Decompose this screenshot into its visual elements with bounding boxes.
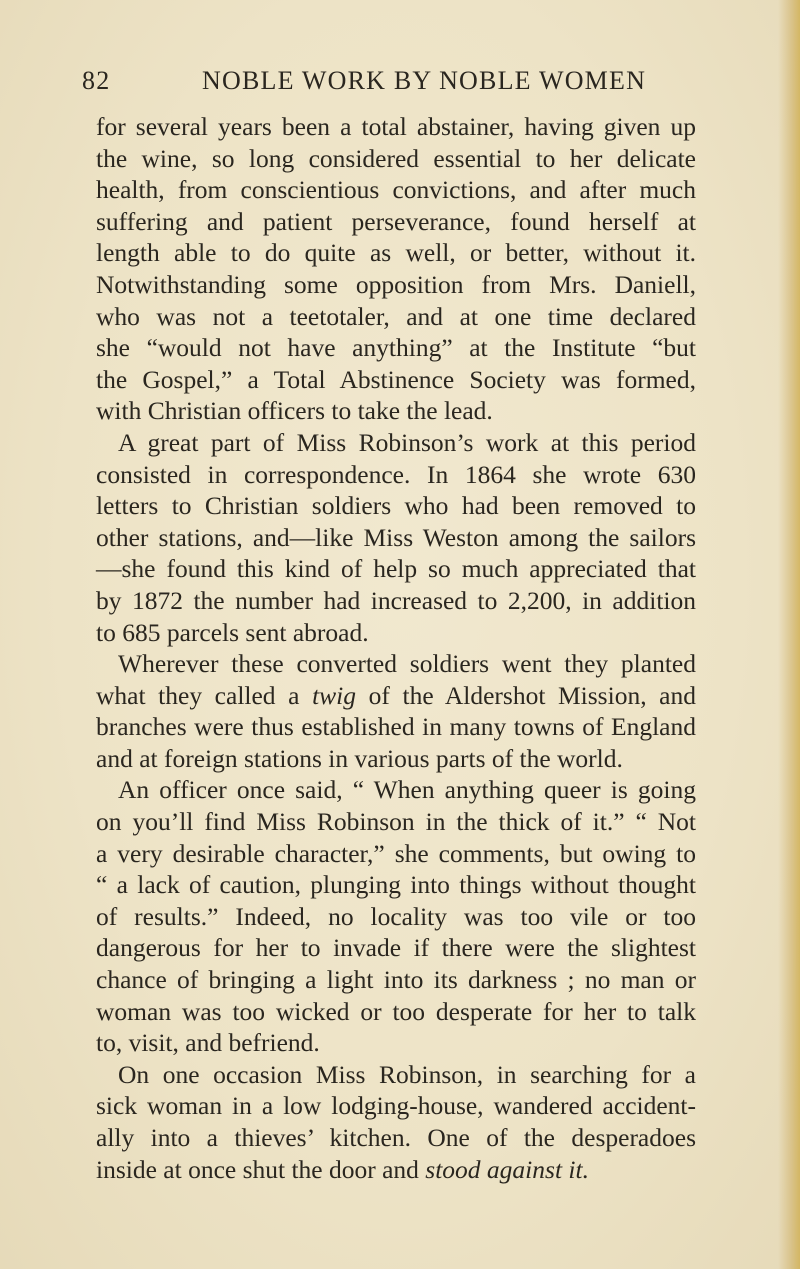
text-line: a very desirable character,” she comments, but owing to (96, 838, 696, 868)
text-line: to 685 parcels sent abroad. (96, 617, 369, 647)
text-line: —she found this kind of help so much appreciated that (96, 554, 696, 584)
text-run: inside at once shut the door and (96, 1154, 426, 1184)
text-line: for several years been a total abstainer, having given up (96, 112, 696, 141)
text-line: with Christian officers to take the lead. (96, 396, 493, 426)
page-edge-stain (778, 0, 800, 1269)
text-line: who was not a teetotaler, and at one time declared (96, 301, 696, 331)
page-number: 82 (82, 66, 111, 95)
page-header (82, 66, 696, 100)
italic-run: stood against it. (425, 1154, 589, 1184)
text-line: of results.” Indeed, no locality was too vile or too (96, 901, 696, 931)
text-line: sick woman in a low lodging-house, wandered accident- (96, 1091, 696, 1121)
text-line-with-italic (96, 1154, 696, 1186)
text-line: An officer once said, “ When anything queer is going (118, 775, 696, 805)
text-line: other stations, and—like Miss Weston among the sailors (96, 522, 696, 552)
running-head: NOBLE WORK BY NOBLE WOMEN (202, 66, 647, 95)
text-line: woman was too wicked or too desperate for her to talk (96, 996, 696, 1026)
text-line: Wherever these converted soldiers went they planted (118, 649, 696, 679)
text-line: “ a lack of caution, plunging into things without thought (96, 870, 696, 900)
text-run: what they called a (96, 680, 313, 710)
text-line: letters to Christian soldiers who had been removed to (96, 491, 696, 521)
italic-run: twig (312, 680, 357, 710)
text-line: the wine, so long considered essential to her delicate (96, 143, 696, 173)
text-line: to, visit, and befriend. (96, 1028, 320, 1058)
text-line: Notwithstanding some opposition from Mrs. Daniell, (96, 269, 696, 299)
text-line: she “would not have anything” at the Institute “but (96, 333, 696, 363)
text-line: suffering and patient perseverance, found herself at (96, 206, 696, 236)
text-line: On one occasion Miss Robinson, in searching for a (118, 1059, 696, 1089)
text-line: by 1872 the number had increased to 2,200, in addition (96, 585, 696, 615)
text-line: consisted in correspondence. In 1864 she wrote 630 (96, 459, 696, 489)
body-text (96, 111, 696, 1185)
text-line: A great part of Miss Robinson’s work at this period (118, 427, 696, 457)
text-run: of the Aldershot Mission, and (356, 680, 696, 710)
text-line: health, from conscientious convictions, and after much (96, 175, 696, 205)
text-line: dangerous for her to invade if there were the slightest (96, 933, 696, 963)
text-line: chance of bringing a light into its darkness ; no man or (96, 965, 696, 995)
text-line: ally into a thieves’ kitchen. One of the desperadoes (96, 1123, 696, 1152)
text-line: branches were thus established in many towns of England (96, 712, 696, 742)
text-line: and at foreign stations in various parts of the world. (96, 743, 623, 773)
text-line: on you’ll find Miss Robinson in the thick of it.” “ Not (96, 807, 696, 837)
text-line: length able to do quite as well, or better, without it. (96, 238, 696, 268)
text-line: the Gospel,” a Total Abstinence Society was formed, (96, 364, 696, 394)
text-line-with-italic (96, 680, 696, 712)
